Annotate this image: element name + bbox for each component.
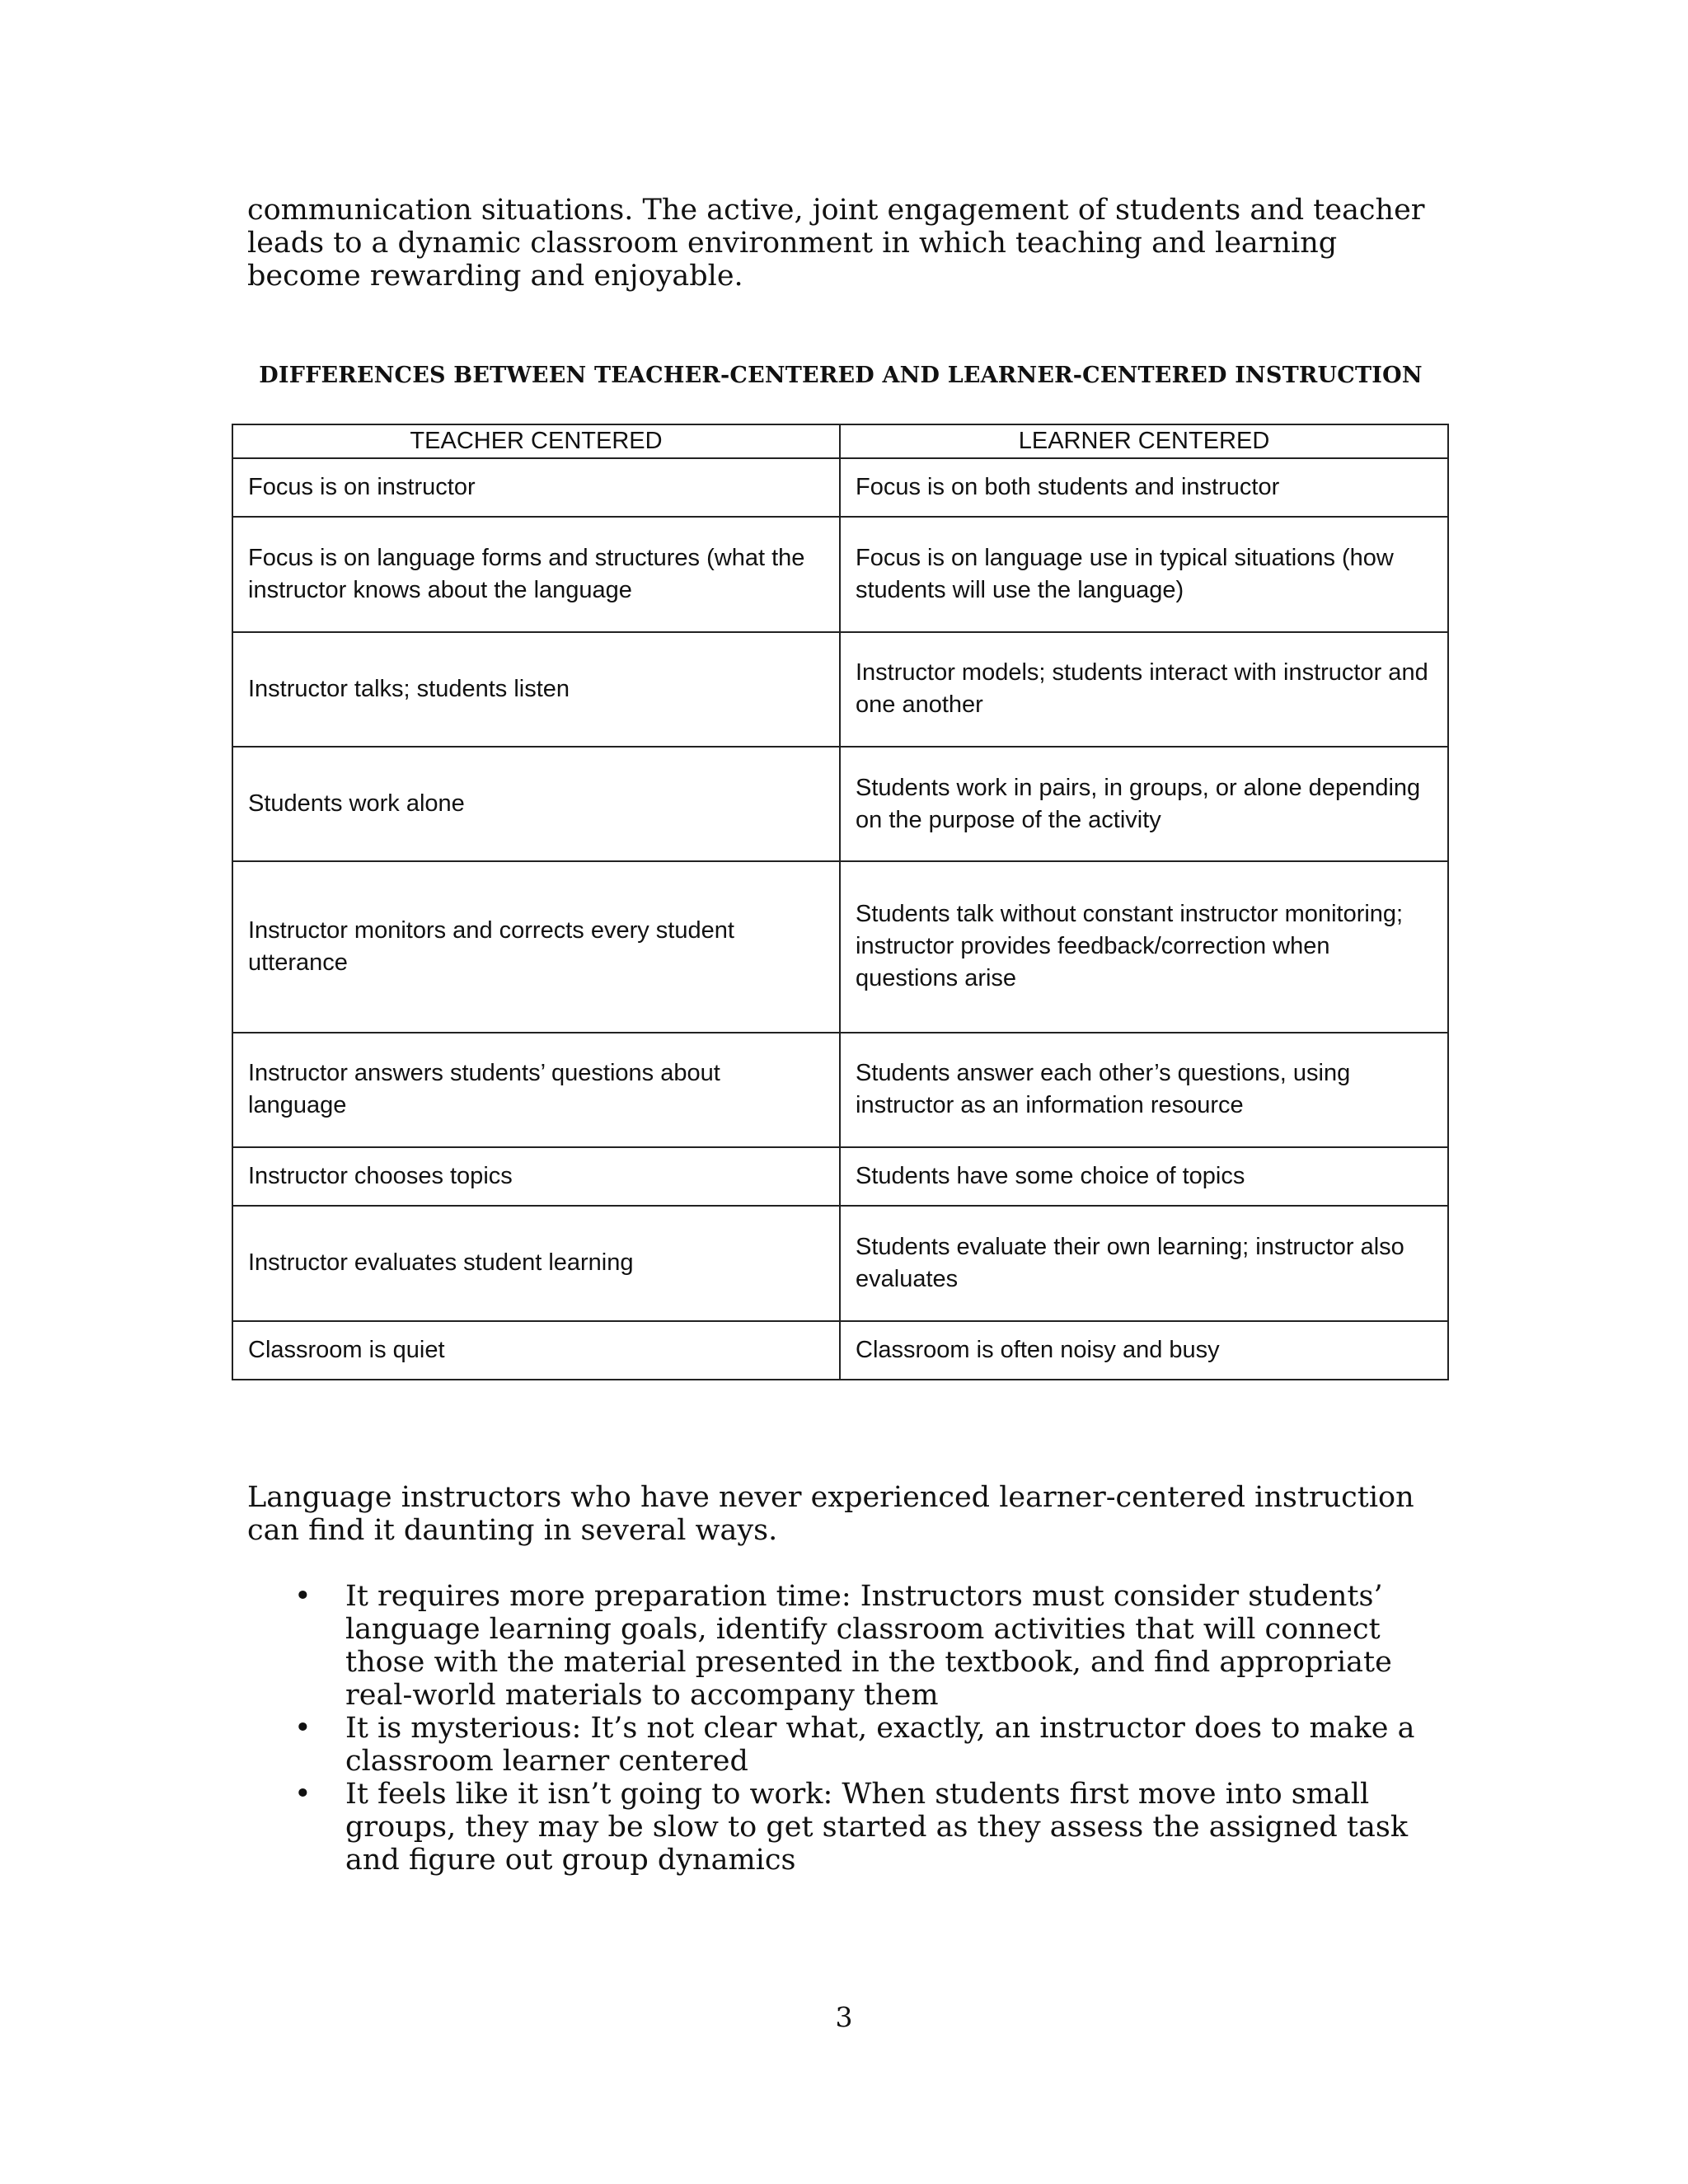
learner-cell: Focus is on language use in typical situations (how students will use the language) xyxy=(840,517,1448,631)
table-title: DIFFERENCES BETWEEN TEACHER-CENTERED AND LEARNER-CENTERED INSTRUCTION xyxy=(259,363,1423,388)
teacher-cell: Instructor chooses topics xyxy=(232,1147,840,1206)
list-item xyxy=(247,1778,1451,1877)
header-teacher-centered: TEACHER CENTERED xyxy=(232,424,840,458)
list-item-text: It feels like it isn’t going to work: When students first move into small groups, they may be slow to get started as they assess the assigned task and figure out group dynamics xyxy=(345,1778,1409,1877)
learner-cell: Classroom is often noisy and busy xyxy=(840,1321,1448,1380)
teacher-cell: Instructor monitors and corrects every student utterance xyxy=(232,861,840,1032)
bullet-icon: • xyxy=(294,1778,312,1811)
table-row xyxy=(232,1206,1448,1320)
table-row xyxy=(232,747,1448,861)
table-row xyxy=(232,1147,1448,1206)
table-row xyxy=(232,632,1448,747)
comparison-table xyxy=(232,424,1449,1380)
header-learner-centered: LEARNER CENTERED xyxy=(840,424,1448,458)
teacher-cell: Focus is on language forms and structures (what the instructor knows about the language xyxy=(232,517,840,631)
page-number: 3 xyxy=(835,2001,853,2033)
table-row xyxy=(232,1033,1448,1147)
teacher-cell: Focus is on instructor xyxy=(232,458,840,517)
learner-cell: Students answer each other’s questions, using instructor as an information resource xyxy=(840,1033,1448,1147)
learner-cell: Students work in pairs, in groups, or alone depending on the purpose of the activity xyxy=(840,747,1448,861)
list-item xyxy=(247,1712,1451,1778)
teacher-cell: Instructor talks; students listen xyxy=(232,632,840,747)
table-row xyxy=(232,861,1448,1032)
table-row xyxy=(232,1321,1448,1380)
learner-cell: Students have some choice of topics xyxy=(840,1147,1448,1206)
teacher-cell: Instructor evaluates student learning xyxy=(232,1206,840,1320)
teacher-cell: Students work alone xyxy=(232,747,840,861)
list-item xyxy=(247,1580,1451,1712)
learner-cell: Instructor models; students interact with instructor and one another xyxy=(840,632,1448,747)
teacher-cell: Instructor answers students’ questions about language xyxy=(232,1033,840,1147)
bullet-icon: • xyxy=(294,1580,312,1613)
daunting-paragraph: Language instructors who have never experienced learner-centered instruction can find it daunting in several ways. xyxy=(247,1481,1414,1547)
challenges-list xyxy=(247,1580,1451,1877)
intro-paragraph: communication situations. The active, joint engagement of students and teacher leads to a dynamic classroom environment in which teaching and learning become rewarding and enjoyable. xyxy=(247,194,1425,293)
list-item-text: It requires more preparation time: Instructors must consider students’ language learning goals, identify classroom activities that will connect those with the material presented in the textbook, and find appropriate real-world materials to accompany them xyxy=(345,1580,1392,1712)
teacher-cell: Classroom is quiet xyxy=(232,1321,840,1380)
table-row xyxy=(232,458,1448,517)
learner-cell: Focus is on both students and instructor xyxy=(840,458,1448,517)
table-row xyxy=(232,517,1448,631)
learner-cell: Students talk without constant instructor monitoring; instructor provides feedback/correction when questions arise xyxy=(840,861,1448,1032)
bullet-icon: • xyxy=(294,1712,312,1745)
table-header-row xyxy=(232,424,1448,458)
learner-cell: Students evaluate their own learning; instructor also evaluates xyxy=(840,1206,1448,1320)
list-item-text: It is mysterious: It’s not clear what, exactly, an instructor does to make a classroom learner centered xyxy=(345,1712,1415,1778)
